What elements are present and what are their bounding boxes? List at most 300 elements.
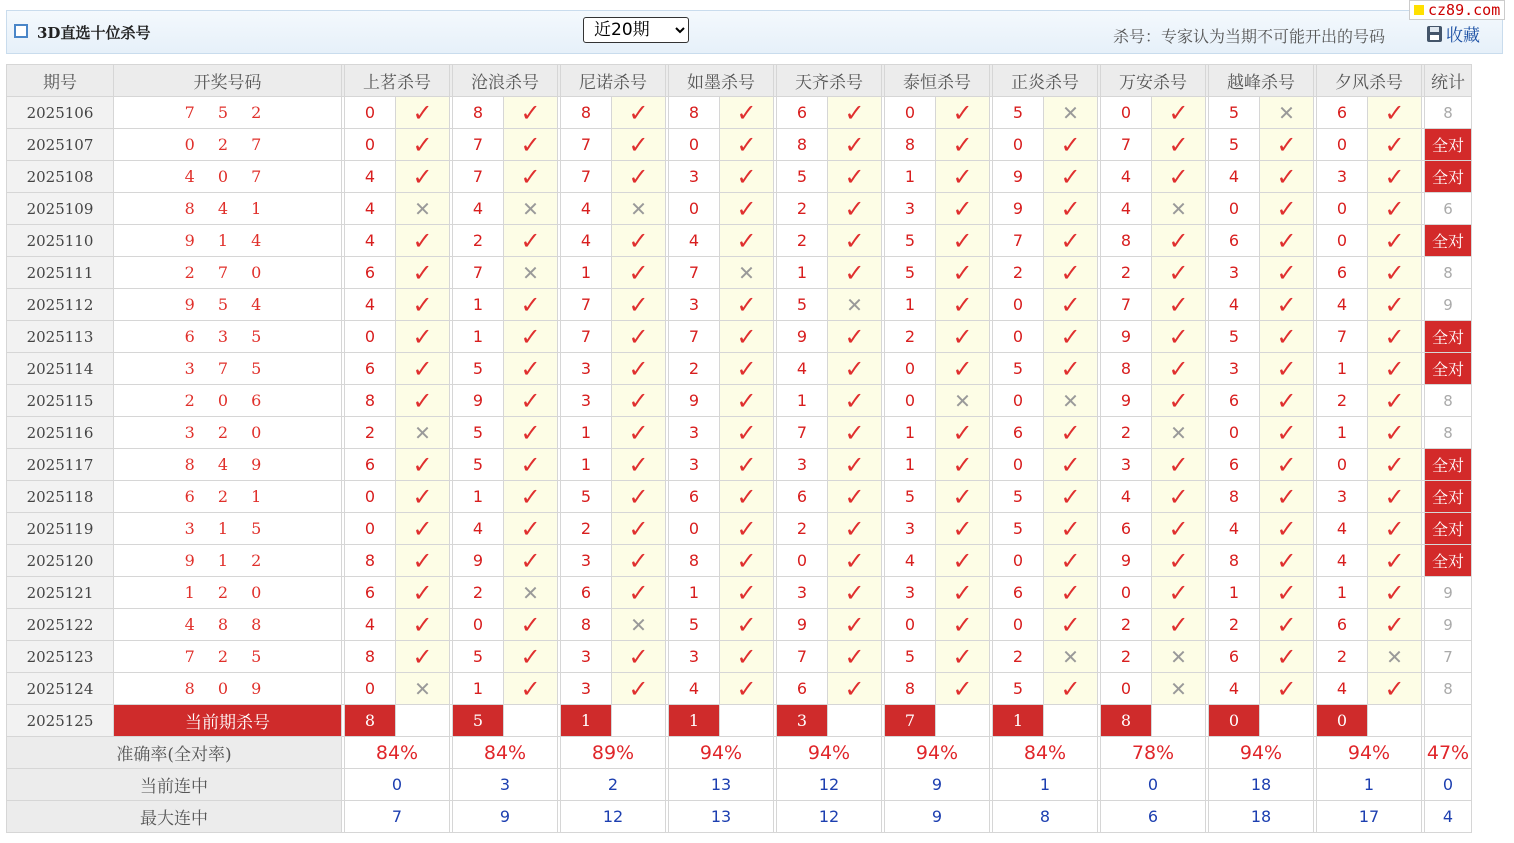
check-icon: ✓ [1276,578,1297,607]
check-icon: ✓ [1384,578,1405,607]
result-cell [1152,257,1206,289]
result-cell [720,385,774,417]
check-icon: ✓ [1276,482,1297,511]
check-icon: ✓ [1276,514,1297,543]
result-cell [1368,289,1422,321]
kill-number-cell: 6 [1317,257,1368,289]
kill-number-cell: 7 [561,289,612,321]
period-range-select[interactable] [583,17,689,43]
kill-number-cell: 4 [1101,161,1152,193]
result-cell [936,161,990,193]
result-cell [612,673,666,705]
all-correct-badge: 全对 [1425,545,1472,577]
current-streak-value: 1 [993,769,1098,801]
result-cell [720,449,774,481]
check-icon: ✓ [844,98,865,127]
check-icon: ✓ [520,386,541,415]
period-cell: 2025125 [7,705,114,737]
period-cell: 2025119 [7,513,114,545]
kill-number-cell: 4 [777,353,828,385]
period-cell: 2025122 [7,609,114,641]
result-cell [504,545,558,577]
result-cell [720,577,774,609]
current-streak-row [7,769,1472,801]
check-icon: ✓ [1276,162,1297,191]
check-icon: ✓ [952,130,973,159]
check-icon: ✓ [736,226,757,255]
kill-number-cell: 0 [345,673,396,705]
check-icon: ✓ [412,578,433,607]
kill-number-cell: 7 [453,257,504,289]
result-cell [1044,193,1098,225]
result-cell [1368,129,1422,161]
max-streak-value: 6 [1101,801,1206,833]
kill-number-cell: 3 [885,513,936,545]
blank-cell [504,705,558,737]
check-icon: ✓ [736,162,757,191]
result-cell [612,321,666,353]
check-icon: ✓ [520,130,541,159]
check-icon: ✓ [844,322,865,351]
period-cell: 2025112 [7,289,114,321]
kill-number-cell: 9 [993,193,1044,225]
cross-icon: ✕ [414,420,431,445]
kill-number-cell: 0 [669,129,720,161]
blank-cell [1044,705,1098,737]
draw-number-cell: 9 1 2 [114,545,342,577]
kill-number-cell: 8 [669,545,720,577]
result-cell [828,97,882,129]
kill-number-cell: 4 [1209,289,1260,321]
table-row [7,385,1472,417]
kill-number-cell: 4 [1317,289,1368,321]
result-cell [936,577,990,609]
kill-number-cell: 1 [561,449,612,481]
result-cell [936,129,990,161]
result-cell [936,225,990,257]
check-icon: ✓ [952,610,973,639]
kill-number-cell: 7 [1317,321,1368,353]
kill-number-cell: 0 [1101,97,1152,129]
result-cell [828,385,882,417]
kill-number-cell: 8 [885,673,936,705]
table-row [7,321,1472,353]
kill-number-cell: 4 [1209,161,1260,193]
cross-icon: ✕ [522,580,539,605]
kill-number-cell: 0 [345,97,396,129]
current-kill-number: 5 [453,705,504,737]
kill-number-cell: 1 [453,481,504,513]
current-streak-value: 1 [1317,769,1422,801]
result-cell [504,161,558,193]
check-icon: ✓ [736,610,757,639]
kill-number-cell: 7 [777,417,828,449]
check-icon: ✓ [1276,226,1297,255]
check-icon: ✓ [1060,674,1081,703]
cross-icon: ✕ [1170,644,1187,669]
draw-number-cell: 4 8 8 [114,609,342,641]
check-icon: ✓ [952,514,973,543]
kill-number-cell: 2 [993,641,1044,673]
max-streak-label: 最大连中 [7,801,342,833]
check-icon: ✓ [520,610,541,639]
result-cell [936,673,990,705]
kill-number-cell: 5 [993,97,1044,129]
cross-icon: ✕ [1278,100,1295,125]
kill-number-cell: 3 [1317,481,1368,513]
kill-number-cell: 0 [1317,449,1368,481]
period-cell: 2025108 [7,161,114,193]
check-icon: ✓ [1060,450,1081,479]
result-cell [936,289,990,321]
kill-number-cell: 3 [1209,257,1260,289]
kill-number-cell: 5 [669,609,720,641]
cross-icon: ✕ [630,196,647,221]
kill-number-cell: 2 [1101,609,1152,641]
check-icon: ✓ [1168,386,1189,415]
check-icon: ✓ [1276,610,1297,639]
check-icon: ✓ [1276,322,1297,351]
result-cell [1152,449,1206,481]
table-header-row [7,65,1472,97]
current-kill-number: 3 [777,705,828,737]
kill-number-cell: 0 [885,353,936,385]
check-icon: ✓ [952,418,973,447]
check-icon: ✓ [520,450,541,479]
check-icon: ✓ [736,450,757,479]
kill-number-cell: 6 [1317,97,1368,129]
all-correct-badge: 全对 [1425,513,1472,545]
result-cell [612,353,666,385]
check-icon: ✓ [844,226,865,255]
check-icon: ✓ [952,642,973,671]
header-expert: 上茗杀号 [345,65,450,97]
period-cell: 2025106 [7,97,114,129]
blank-cell [1425,705,1472,737]
result-cell [936,417,990,449]
result-cell [396,449,450,481]
table-row [7,193,1472,225]
check-icon: ✓ [952,354,973,383]
check-icon: ✓ [628,546,649,575]
result-cell [612,225,666,257]
result-cell [504,225,558,257]
check-icon: ✓ [1384,610,1405,639]
check-icon: ✓ [520,514,541,543]
kill-number-cell: 2 [1101,641,1152,673]
result-cell [1044,545,1098,577]
result-cell [1152,321,1206,353]
kill-number-cell: 2 [1317,385,1368,417]
kill-number-cell: 8 [885,129,936,161]
current-kill-number: 1 [993,705,1044,737]
kill-number-cell: 3 [669,417,720,449]
result-cell [936,545,990,577]
draw-number-cell: 9 5 4 [114,289,342,321]
result-cell [720,353,774,385]
check-icon: ✓ [628,578,649,607]
kill-number-cell: 2 [1101,417,1152,449]
check-icon: ✓ [1384,386,1405,415]
kill-number-cell: 0 [1101,673,1152,705]
check-icon: ✓ [1168,450,1189,479]
check-icon: ✓ [520,674,541,703]
result-cell [1260,449,1314,481]
result-cell [612,513,666,545]
kill-number-cell: 0 [993,289,1044,321]
check-icon: ✓ [520,226,541,255]
check-icon: ✓ [1168,258,1189,287]
check-icon: ✓ [1168,322,1189,351]
blank-cell [1368,705,1422,737]
kill-number-cell: 4 [345,289,396,321]
result-cell [1260,481,1314,513]
draw-number-cell: 8 0 9 [114,673,342,705]
kill-number-cell: 3 [669,449,720,481]
kill-number-cell: 6 [345,449,396,481]
kill-number-cell: 9 [1101,385,1152,417]
result-cell [936,193,990,225]
result-cell [612,289,666,321]
result-cell [936,449,990,481]
kill-number-cell: 6 [1209,641,1260,673]
result-cell [1044,353,1098,385]
check-icon: ✓ [1168,130,1189,159]
result-cell [1152,97,1206,129]
page-title: 3D直选十位杀号 [37,24,151,42]
check-icon: ✓ [736,290,757,319]
period-cell: 2025114 [7,353,114,385]
period-cell: 2025111 [7,257,114,289]
result-cell [504,385,558,417]
header-period: 期号 [7,65,114,97]
check-icon: ✓ [1384,258,1405,287]
cross-icon: ✕ [1386,644,1403,669]
result-cell [1044,161,1098,193]
stat-count-cell: 8 [1425,673,1472,705]
check-icon: ✓ [844,610,865,639]
check-icon: ✓ [844,482,865,511]
kill-number-cell: 0 [345,321,396,353]
favorite-link[interactable] [1427,21,1480,46]
table-row [7,609,1472,641]
kill-number-cell: 1 [885,449,936,481]
header-expert: 正炎杀号 [993,65,1098,97]
kill-number-cell: 3 [561,545,612,577]
result-cell [828,193,882,225]
kill-number-cell: 6 [1101,513,1152,545]
blank-cell [612,705,666,737]
result-cell [1044,449,1098,481]
check-icon: ✓ [952,226,973,255]
check-icon: ✓ [844,130,865,159]
cross-icon: ✕ [1170,196,1187,221]
result-cell [828,417,882,449]
kill-number-cell: 6 [1209,385,1260,417]
current-streak-value: 18 [1209,769,1314,801]
table-row [7,449,1472,481]
check-icon: ✓ [520,98,541,127]
kill-number-cell: 7 [1101,129,1152,161]
kill-number-cell: 3 [669,161,720,193]
kill-number-cell: 1 [885,417,936,449]
result-cell [828,161,882,193]
cross-icon: ✕ [1170,676,1187,701]
header-expert: 越峰杀号 [1209,65,1314,97]
result-cell [612,577,666,609]
max-streak-row [7,801,1472,833]
result-cell [1044,609,1098,641]
result-cell [396,641,450,673]
result-cell [1368,321,1422,353]
check-icon: ✓ [412,514,433,543]
kill-number-cell: 0 [777,545,828,577]
kill-number-cell: 2 [777,513,828,545]
kill-number-cell: 4 [453,193,504,225]
result-cell [1152,353,1206,385]
kill-number-cell: 2 [453,225,504,257]
cross-icon: ✕ [414,676,431,701]
result-cell [1260,97,1314,129]
result-cell [1152,289,1206,321]
result-cell [612,545,666,577]
result-cell [504,641,558,673]
cross-icon: ✕ [1062,100,1079,125]
result-cell [828,257,882,289]
result-cell [396,673,450,705]
check-icon: ✓ [844,418,865,447]
check-icon: ✓ [1060,290,1081,319]
page-header [6,10,1503,54]
kill-number-cell: 0 [1317,225,1368,257]
kill-number-cell: 0 [993,545,1044,577]
result-cell [1152,417,1206,449]
result-cell [828,321,882,353]
period-cell: 2025109 [7,193,114,225]
result-cell [828,545,882,577]
result-cell [828,609,882,641]
result-cell [1368,641,1422,673]
result-cell [504,353,558,385]
kill-number-cell: 6 [993,417,1044,449]
cross-icon: ✕ [846,292,863,317]
result-cell [1152,481,1206,513]
check-icon: ✓ [1060,578,1081,607]
kill-number-cell: 4 [885,545,936,577]
blank-cell [1152,705,1206,737]
kill-number-cell: 6 [777,481,828,513]
result-cell [828,577,882,609]
kill-number-cell: 0 [1209,193,1260,225]
result-cell [1260,289,1314,321]
draw-number-cell: 3 1 5 [114,513,342,545]
kill-number-cell: 1 [453,321,504,353]
check-icon: ✓ [736,418,757,447]
kill-number-cell: 3 [561,353,612,385]
draw-number-cell: 2 0 6 [114,385,342,417]
result-cell [1368,257,1422,289]
kill-number-cell: 5 [1209,321,1260,353]
kill-number-cell: 8 [1209,481,1260,513]
kill-number-cell: 8 [777,129,828,161]
cross-icon: ✕ [522,196,539,221]
result-cell [1152,129,1206,161]
result-cell [936,353,990,385]
period-cell: 2025120 [7,545,114,577]
draw-number-cell: 8 4 9 [114,449,342,481]
kill-number-cell: 9 [669,385,720,417]
accuracy-value: 84% [993,737,1098,769]
result-cell [1260,417,1314,449]
result-cell [1152,513,1206,545]
draw-number-cell: 4 0 7 [114,161,342,193]
current-kill-number: 1 [669,705,720,737]
kill-number-cell: 8 [1209,545,1260,577]
check-icon: ✓ [952,290,973,319]
result-cell [720,513,774,545]
table-row [7,481,1472,513]
check-icon: ✓ [412,354,433,383]
kill-number-cell: 0 [885,385,936,417]
result-cell [1152,673,1206,705]
result-cell [396,609,450,641]
result-cell [1368,481,1422,513]
table-row [7,545,1472,577]
result-cell [504,289,558,321]
kill-number-cell: 6 [345,577,396,609]
check-icon: ✓ [736,674,757,703]
kill-number-cell: 3 [885,577,936,609]
current-kill-number: 8 [1101,705,1152,737]
result-cell [720,641,774,673]
max-streak-value: 7 [345,801,450,833]
table-row [7,289,1472,321]
site-brand: cz89.com [1409,0,1505,20]
check-icon: ✓ [1384,514,1405,543]
result-cell [1368,161,1422,193]
result-cell [1044,129,1098,161]
check-icon: ✓ [952,162,973,191]
result-cell [1044,641,1098,673]
check-icon: ✓ [1060,194,1081,223]
kill-number-cell: 8 [561,97,612,129]
result-cell [1044,673,1098,705]
check-icon: ✓ [412,226,433,255]
period-cell: 2025121 [7,577,114,609]
result-cell [1368,353,1422,385]
result-cell [1152,545,1206,577]
check-icon: ✓ [1168,98,1189,127]
kill-number-cell: 6 [669,481,720,513]
kill-number-cell: 1 [885,289,936,321]
kill-number-cell: 4 [1209,673,1260,705]
kill-number-cell: 9 [993,161,1044,193]
kill-number-cell: 5 [993,353,1044,385]
result-cell [1368,513,1422,545]
kill-number-cell: 5 [885,225,936,257]
table-row [7,257,1472,289]
kill-number-cell: 3 [561,385,612,417]
result-cell [828,353,882,385]
accuracy-value: 94% [885,737,990,769]
result-cell [1368,673,1422,705]
kill-number-cell: 6 [345,257,396,289]
current-kill-number: 7 [885,705,936,737]
kill-number-cell: 7 [669,257,720,289]
blank-cell [396,705,450,737]
draw-number-cell: 6 2 1 [114,481,342,513]
kill-number-cell: 2 [669,353,720,385]
